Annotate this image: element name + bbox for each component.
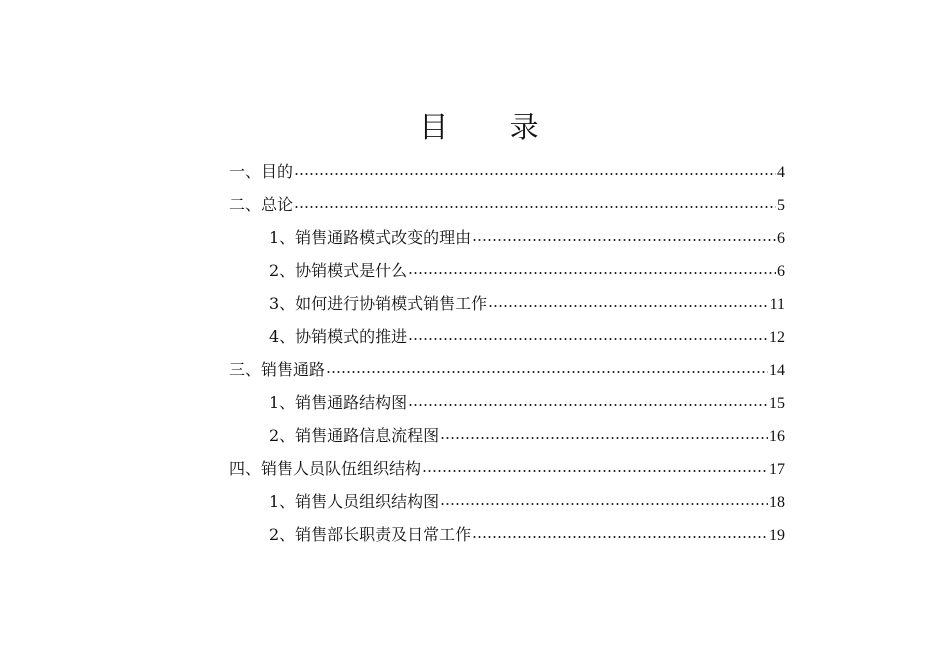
toc-page-number: 5: [777, 197, 785, 214]
dot-leader: [440, 437, 768, 439]
dot-leader: [326, 371, 768, 373]
toc-page-number: 17: [769, 461, 785, 478]
dot-leader: [294, 173, 776, 175]
toc-entry[interactable]: [229, 188, 785, 221]
dot-leader: [488, 305, 768, 307]
toc-entry-label: 1、销售通路结构图: [269, 393, 408, 412]
toc-entry-label: 二、总论: [229, 195, 294, 214]
table-of-contents: [229, 155, 785, 551]
toc-page-number: 14: [769, 362, 785, 379]
toc-page-number: 18: [769, 494, 785, 511]
toc-entry[interactable]: [229, 221, 785, 254]
toc-entry[interactable]: [229, 518, 785, 551]
toc-entry-label: 四、销售人员队伍组织结构: [229, 459, 422, 478]
toc-entry-label: 4、协销模式的推进: [269, 327, 408, 346]
toc-entry-label: 1、销售通路模式改变的理由: [269, 228, 472, 247]
toc-page-number: 6: [777, 230, 785, 247]
toc-entry-label: 3、如何进行协销模式销售工作: [269, 294, 488, 313]
toc-entry-label: 一、目的: [229, 162, 294, 181]
dot-leader: [422, 470, 768, 472]
toc-page-number: 15: [769, 395, 785, 412]
toc-entry-label: 2、协销模式是什么: [269, 261, 408, 280]
toc-page-number: 12: [769, 329, 785, 346]
dot-leader: [408, 404, 768, 406]
toc-entry-label: 2、销售通路信息流程图: [269, 426, 440, 445]
toc-entry-label: 三、销售通路: [229, 360, 326, 379]
toc-page-number: 19: [769, 527, 785, 544]
toc-entry[interactable]: [229, 254, 785, 287]
toc-entry[interactable]: [229, 485, 785, 518]
toc-page-number: 16: [769, 428, 785, 445]
toc-entry[interactable]: [229, 353, 785, 386]
toc-title: 目 录: [419, 110, 565, 144]
toc-entry[interactable]: [229, 452, 785, 485]
toc-entry-label: 1、销售人员组织结构图: [269, 492, 440, 511]
dot-leader: [408, 272, 776, 274]
toc-page-number: 11: [769, 296, 785, 313]
dot-leader: [440, 503, 768, 505]
toc-page-number: 4: [777, 164, 785, 181]
dot-leader: [472, 536, 768, 538]
toc-entry[interactable]: [229, 155, 785, 188]
toc-entry[interactable]: [229, 287, 785, 320]
dot-leader: [472, 239, 776, 241]
toc-page-number: 6: [777, 263, 785, 280]
dot-leader: [294, 206, 776, 208]
toc-entry[interactable]: [229, 320, 785, 353]
dot-leader: [408, 338, 768, 340]
toc-entry-label: 2、销售部长职责及日常工作: [269, 525, 472, 544]
toc-entry[interactable]: [229, 419, 785, 452]
toc-entry[interactable]: [229, 386, 785, 419]
